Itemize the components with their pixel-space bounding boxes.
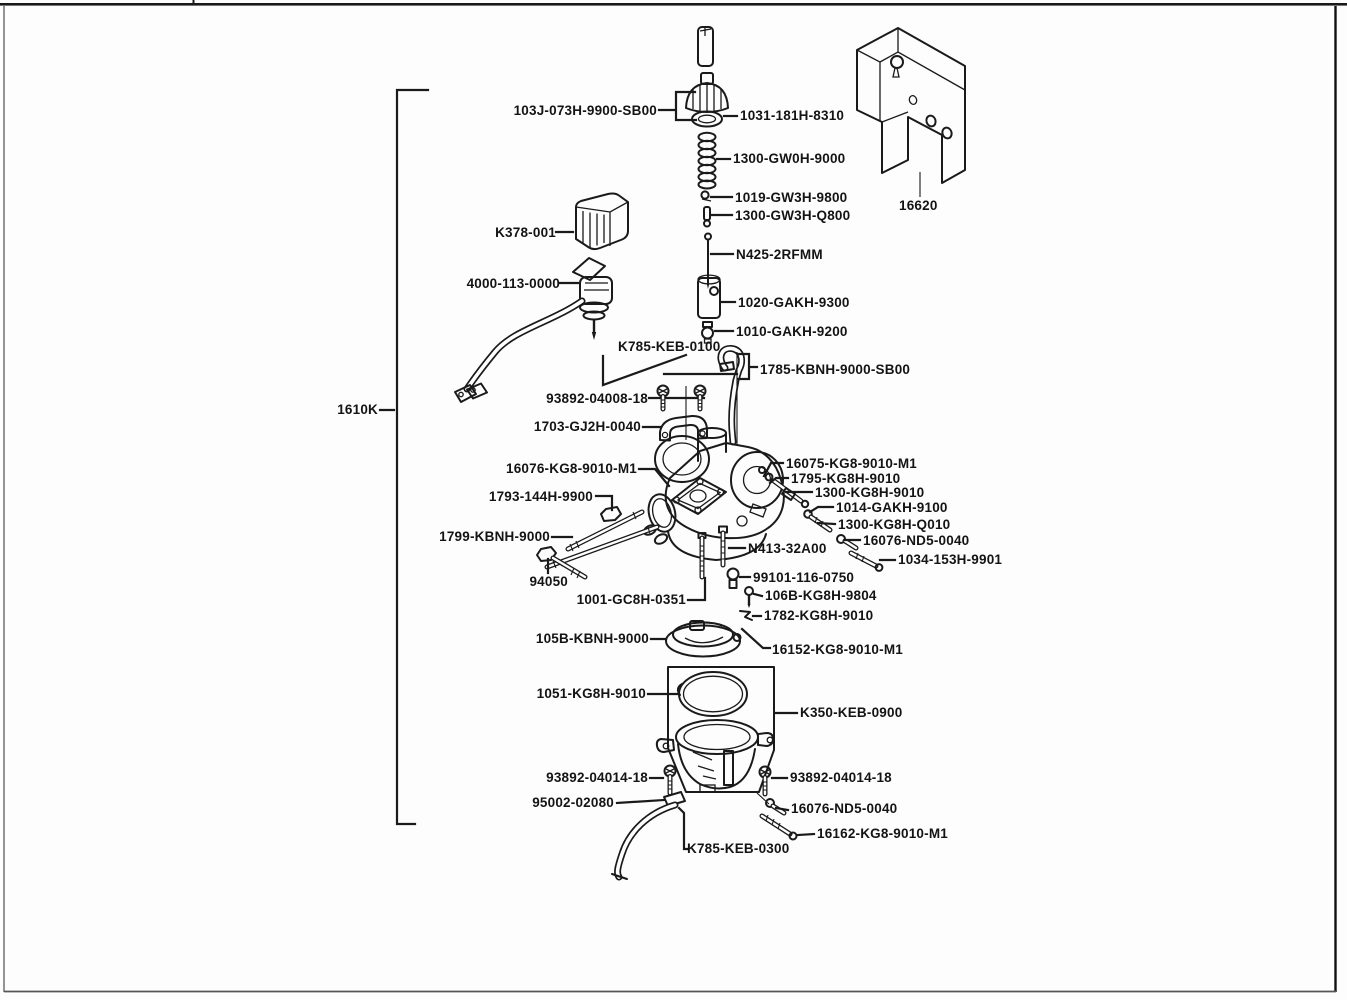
top-cover-screws-drawing [649,386,706,410]
bowl-gasket-drawing [678,672,747,716]
part-label-k785-keb-0100: K785-KEB-0100 [618,339,721,354]
part-label-1703-gj2h-0040: 1703-GJ2H-0040 [533,419,641,434]
part-label-16076-nd5-0040-a: 16076-ND5-0040 [863,533,970,548]
part-label-93892-04014-18-left: 93892-04014-18 [546,770,648,785]
fuel-pipe-drawing [720,348,742,442]
part-label-16076-kg8-9010-m1: 16076-KG8-9010-M1 [506,461,637,476]
needle-clip-drawing [701,191,711,201]
bystarter-cable-drawing [455,301,582,402]
part-label-k350-keb-0900: K350-KEB-0900 [800,705,903,720]
part-label-1034-153h-9901: 1034-153H-9901 [898,552,1003,567]
part-label-n413-32a00: N413-32A00 [748,541,827,556]
part-label-1019-gw3h-9800: 1019-GW3H-9800 [735,190,848,205]
vacuum-cap-tube-drawing [698,27,713,66]
part-label-94050: 94050 [529,574,568,589]
part-label-106b-kg8h-9804: 106B-KG8H-9804 [765,588,877,603]
valve-clip-drawing [740,611,752,620]
part-label-k378-001: K378-001 [495,225,556,240]
part-label-16075-kg8-9010-m1: 16075-KG8-9010-M1 [786,456,917,471]
part-label-1031-181h-8310: 1031-181H-8310 [740,108,845,123]
part-label-1785-kbnh-9000-sb00: 1785-KBNH-9000-SB00 [760,362,911,377]
float-drawing [666,621,741,657]
part-label-103j-073h-9900-sb00: 103J-073H-9900-SB00 [513,103,657,118]
part-label-4000-113-0000: 4000-113-0000 [466,276,560,291]
cdi-unit-drawing [576,194,628,250]
part-label-1795-kg8h-9010: 1795-KG8H-9010 [791,471,901,486]
part-label-1300-kg8h-9010: 1300-KG8H-9010 [815,485,925,500]
part-label-1001-gc8h-0351: 1001-GC8H-0351 [576,592,686,607]
part-label-1782-kg8h-9010: 1782-KG8H-9010 [764,608,874,623]
part-label-93892-04014-18-right: 93892-04014-18 [790,770,892,785]
jet-needle-drawing [705,234,711,290]
part-label-1300-gw3h-q800: 1300-GW3H-Q800 [735,208,851,223]
part-label-1799-kbnh-9000: 1799-KBNH-9000 [439,529,550,544]
part-label-n425-2rfmm: N425-2RFMM [736,247,823,262]
part-label-1020-gakh-9300: 1020-GAKH-9300 [738,295,850,310]
part-label-1014-gakh-9100: 1014-GAKH-9100 [836,500,948,515]
mounting-bracket-16620-drawing [857,28,965,197]
part-label-1300-gw0h-9000: 1300-GW0H-9000 [733,151,846,166]
throttle-spring-drawing [699,133,716,189]
part-label-16162-kg8-9010-m1: 16162-KG8-9010-M1 [817,826,948,841]
part-label-k785-keb-0300: K785-KEB-0300 [687,841,790,856]
part-label-1010-gakh-9200: 1010-GAKH-9200 [736,324,848,339]
drain-tube-drawing [612,792,685,879]
part-label-16076-nd5-0040-b: 16076-ND5-0040 [791,801,898,816]
part-label-1610k: 1610K [337,402,378,417]
drain-screw-drawing [757,793,797,840]
needle-holder-drawing [704,207,710,227]
part-label-105b-kbnh-9000: 105B-KBNH-9000 [535,631,649,646]
part-label-95002-02080: 95002-02080 [532,795,614,810]
group-bracket-1610k [380,90,428,824]
part-label-93892-04008-18: 93892-04008-18 [546,391,648,406]
part-label-1300-kg8h-q010: 1300-KG8H-Q010 [838,517,951,532]
part-label-1793-144h-9900: 1793-144H-9900 [488,489,593,504]
idle-screw-drawing [699,533,706,577]
float-valve-drawing [745,587,753,608]
float-chamber-box [668,667,774,792]
part-label-16152-kg8-9010-m1: 16152-KG8-9010-M1 [772,642,903,657]
float-bowl-drawing [657,720,773,792]
part-label-16620: 16620 [899,198,938,213]
part-label-1051-kg8h-9010: 1051-KG8H-9010 [536,686,646,701]
part-label-99101-116-0750: 99101-116-0750 [753,570,855,585]
plug-jet-99101-drawing [728,569,739,589]
